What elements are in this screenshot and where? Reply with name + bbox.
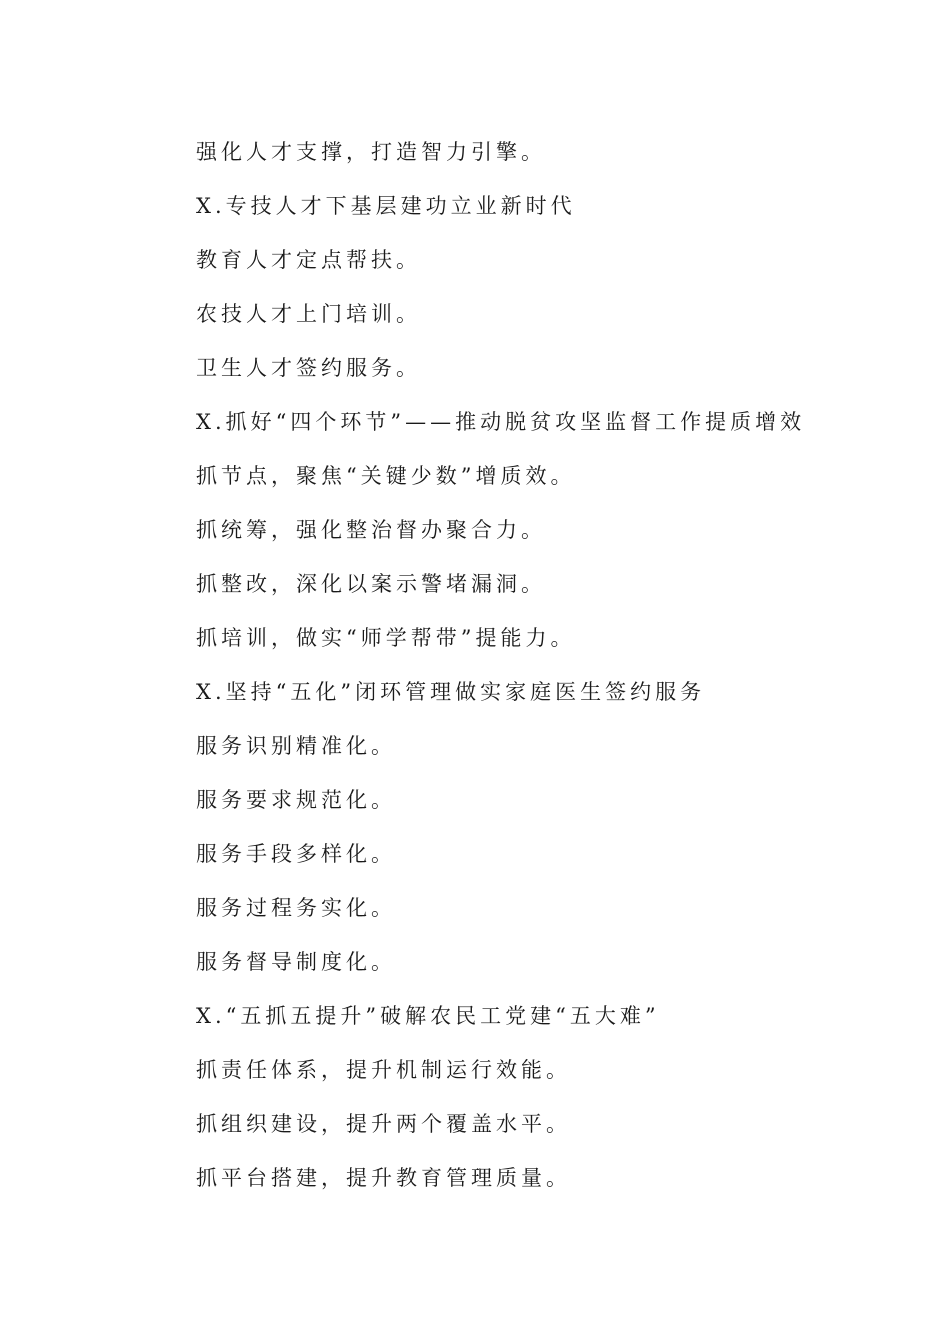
body-paragraph: 抓节点，聚焦“关键少数”增质效。 <box>196 464 576 488</box>
body-paragraph: 服务督导制度化。 <box>196 950 396 974</box>
body-paragraph: 强化人才支撑，打造智力引擎。 <box>196 140 546 164</box>
body-paragraph: 抓平台搭建，提升教育管理质量。 <box>196 1166 571 1190</box>
body-paragraph: 卫生人才签约服务。 <box>196 356 421 380</box>
body-paragraph: 抓责任体系，提升机制运行效能。 <box>196 1058 571 1082</box>
section-heading: X.“五抓五提升”破解农民工党建“五大难” <box>196 1004 660 1028</box>
document-body <box>196 134 876 1214</box>
section-heading: X.抓好“四个环节”——推动脱贫攻坚监督工作提质增效 <box>196 410 806 434</box>
body-paragraph: 抓统筹，强化整治督办聚合力。 <box>196 518 546 542</box>
body-paragraph: 服务识别精准化。 <box>196 734 396 758</box>
body-paragraph: 抓组织建设，提升两个覆盖水平。 <box>196 1112 571 1136</box>
body-paragraph: 抓培训，做实“师学帮带”提能力。 <box>196 626 576 650</box>
section-heading: X.坚持“五化”闭环管理做实家庭医生签约服务 <box>196 680 706 704</box>
body-paragraph: 教育人才定点帮扶。 <box>196 248 421 272</box>
body-paragraph: 抓整改，深化以案示警堵漏洞。 <box>196 572 546 596</box>
body-paragraph: 服务手段多样化。 <box>196 842 396 866</box>
body-paragraph: 服务要求规范化。 <box>196 788 396 812</box>
body-paragraph: 农技人才上门培训。 <box>196 302 421 326</box>
section-heading: X.专技人才下基层建功立业新时代 <box>196 194 576 218</box>
body-paragraph: 服务过程务实化。 <box>196 896 396 920</box>
